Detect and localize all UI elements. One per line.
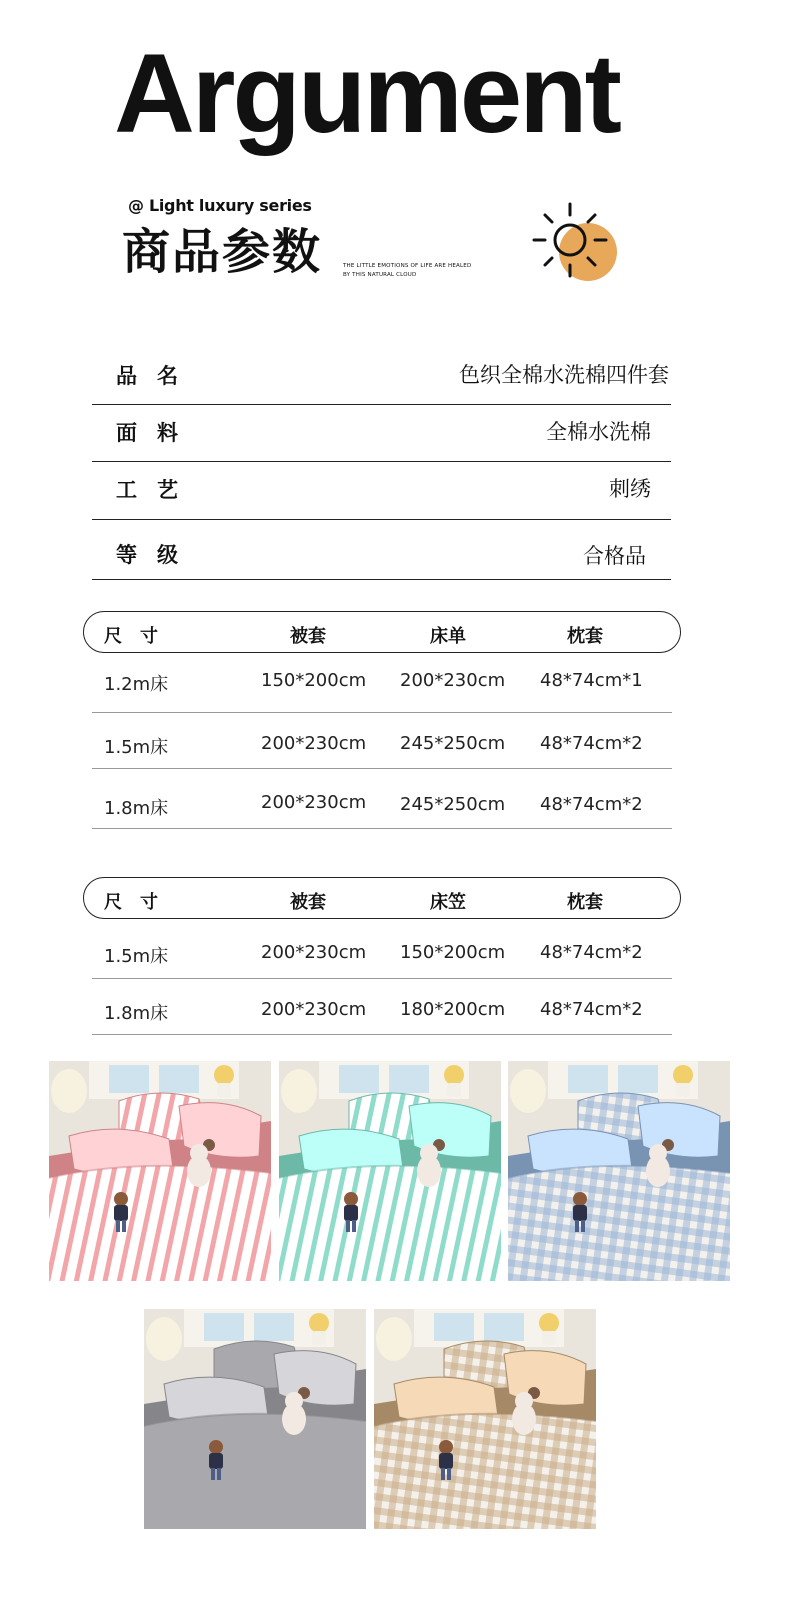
product-photo-grey-solid <box>144 1309 366 1529</box>
cell-bed: 1.2m床 <box>104 674 169 695</box>
cell-fitted: 150*200cm <box>400 942 506 963</box>
param-row-craft <box>92 462 671 520</box>
size-table-body <box>92 919 672 1035</box>
series-label: @ Light luxury series <box>128 196 312 215</box>
header-fitted: 床笠 <box>430 892 466 913</box>
cell-duvet: 200*230cm <box>261 792 367 813</box>
cell-bed: 1.8m床 <box>104 798 169 819</box>
cell-fitted: 180*200cm <box>400 999 506 1020</box>
param-row-name <box>92 348 671 405</box>
size-table-sheet <box>83 611 681 829</box>
table-row <box>92 653 672 713</box>
param-label: 等级 <box>116 543 198 567</box>
cell-pillow: 48*74cm*2 <box>540 942 643 963</box>
param-label: 面料 <box>116 421 198 445</box>
cell-duvet: 200*230cm <box>261 999 367 1020</box>
table-row <box>92 919 672 979</box>
cell-duvet: 200*230cm <box>261 942 367 963</box>
cell-sheet: 200*230cm <box>400 670 506 691</box>
header-duvet: 被套 <box>290 892 326 913</box>
param-value: 色织全棉水洗棉四件套 <box>459 363 669 387</box>
product-photo-khaki-gingham <box>374 1309 596 1529</box>
param-label: 工艺 <box>116 478 198 502</box>
cell-bed: 1.8m床 <box>104 1003 169 1024</box>
cell-pillow: 48*74cm*1 <box>540 670 643 691</box>
cell-pillow: 48*74cm*2 <box>540 999 643 1020</box>
param-label: 品名 <box>116 364 198 388</box>
cell-bed: 1.5m床 <box>104 737 169 758</box>
size-table-body <box>92 653 672 829</box>
cell-sheet: 245*250cm <box>400 733 506 754</box>
cell-duvet: 150*200cm <box>261 670 367 691</box>
param-value: 合格品 <box>583 544 646 568</box>
cell-duvet: 200*230cm <box>261 733 367 754</box>
product-params <box>92 348 671 580</box>
header-size: 尺寸 <box>104 892 176 913</box>
tagline-line-1: THE LITTLE EMOTIONS OF LIFE ARE HEALED <box>343 263 472 269</box>
param-value: 全棉水洗棉 <box>546 420 651 444</box>
table-row <box>92 769 672 829</box>
sun-icon <box>528 200 620 284</box>
header-pillow: 枕套 <box>567 892 603 913</box>
product-photo-blue-gingham <box>508 1061 730 1281</box>
table-row <box>92 713 672 769</box>
header-sheet: 床单 <box>430 626 466 647</box>
header-duvet: 被套 <box>290 626 326 647</box>
param-row-grade <box>92 520 671 580</box>
cell-pillow: 48*74cm*2 <box>540 733 643 754</box>
product-photo-mint-stripe <box>279 1061 501 1281</box>
table-row <box>92 979 672 1035</box>
param-row-fabric <box>92 405 671 462</box>
page-heading: 商品参数 <box>122 224 323 280</box>
header-size: 尺寸 <box>104 626 176 647</box>
product-photo-pink-stripe <box>49 1061 271 1281</box>
param-value: 刺绣 <box>609 477 651 501</box>
tagline <box>343 262 471 280</box>
size-table-header <box>83 611 681 653</box>
size-table-fitted <box>83 877 681 1035</box>
cell-pillow: 48*74cm*2 <box>540 794 643 815</box>
tagline-line-2: BY THIS NATURAL CLOUD <box>343 272 417 278</box>
cell-sheet: 245*250cm <box>400 794 506 815</box>
header-pillow: 枕套 <box>567 626 603 647</box>
brand-title: Argument <box>114 31 619 156</box>
cell-bed: 1.5m床 <box>104 946 169 967</box>
size-table-header <box>83 877 681 919</box>
